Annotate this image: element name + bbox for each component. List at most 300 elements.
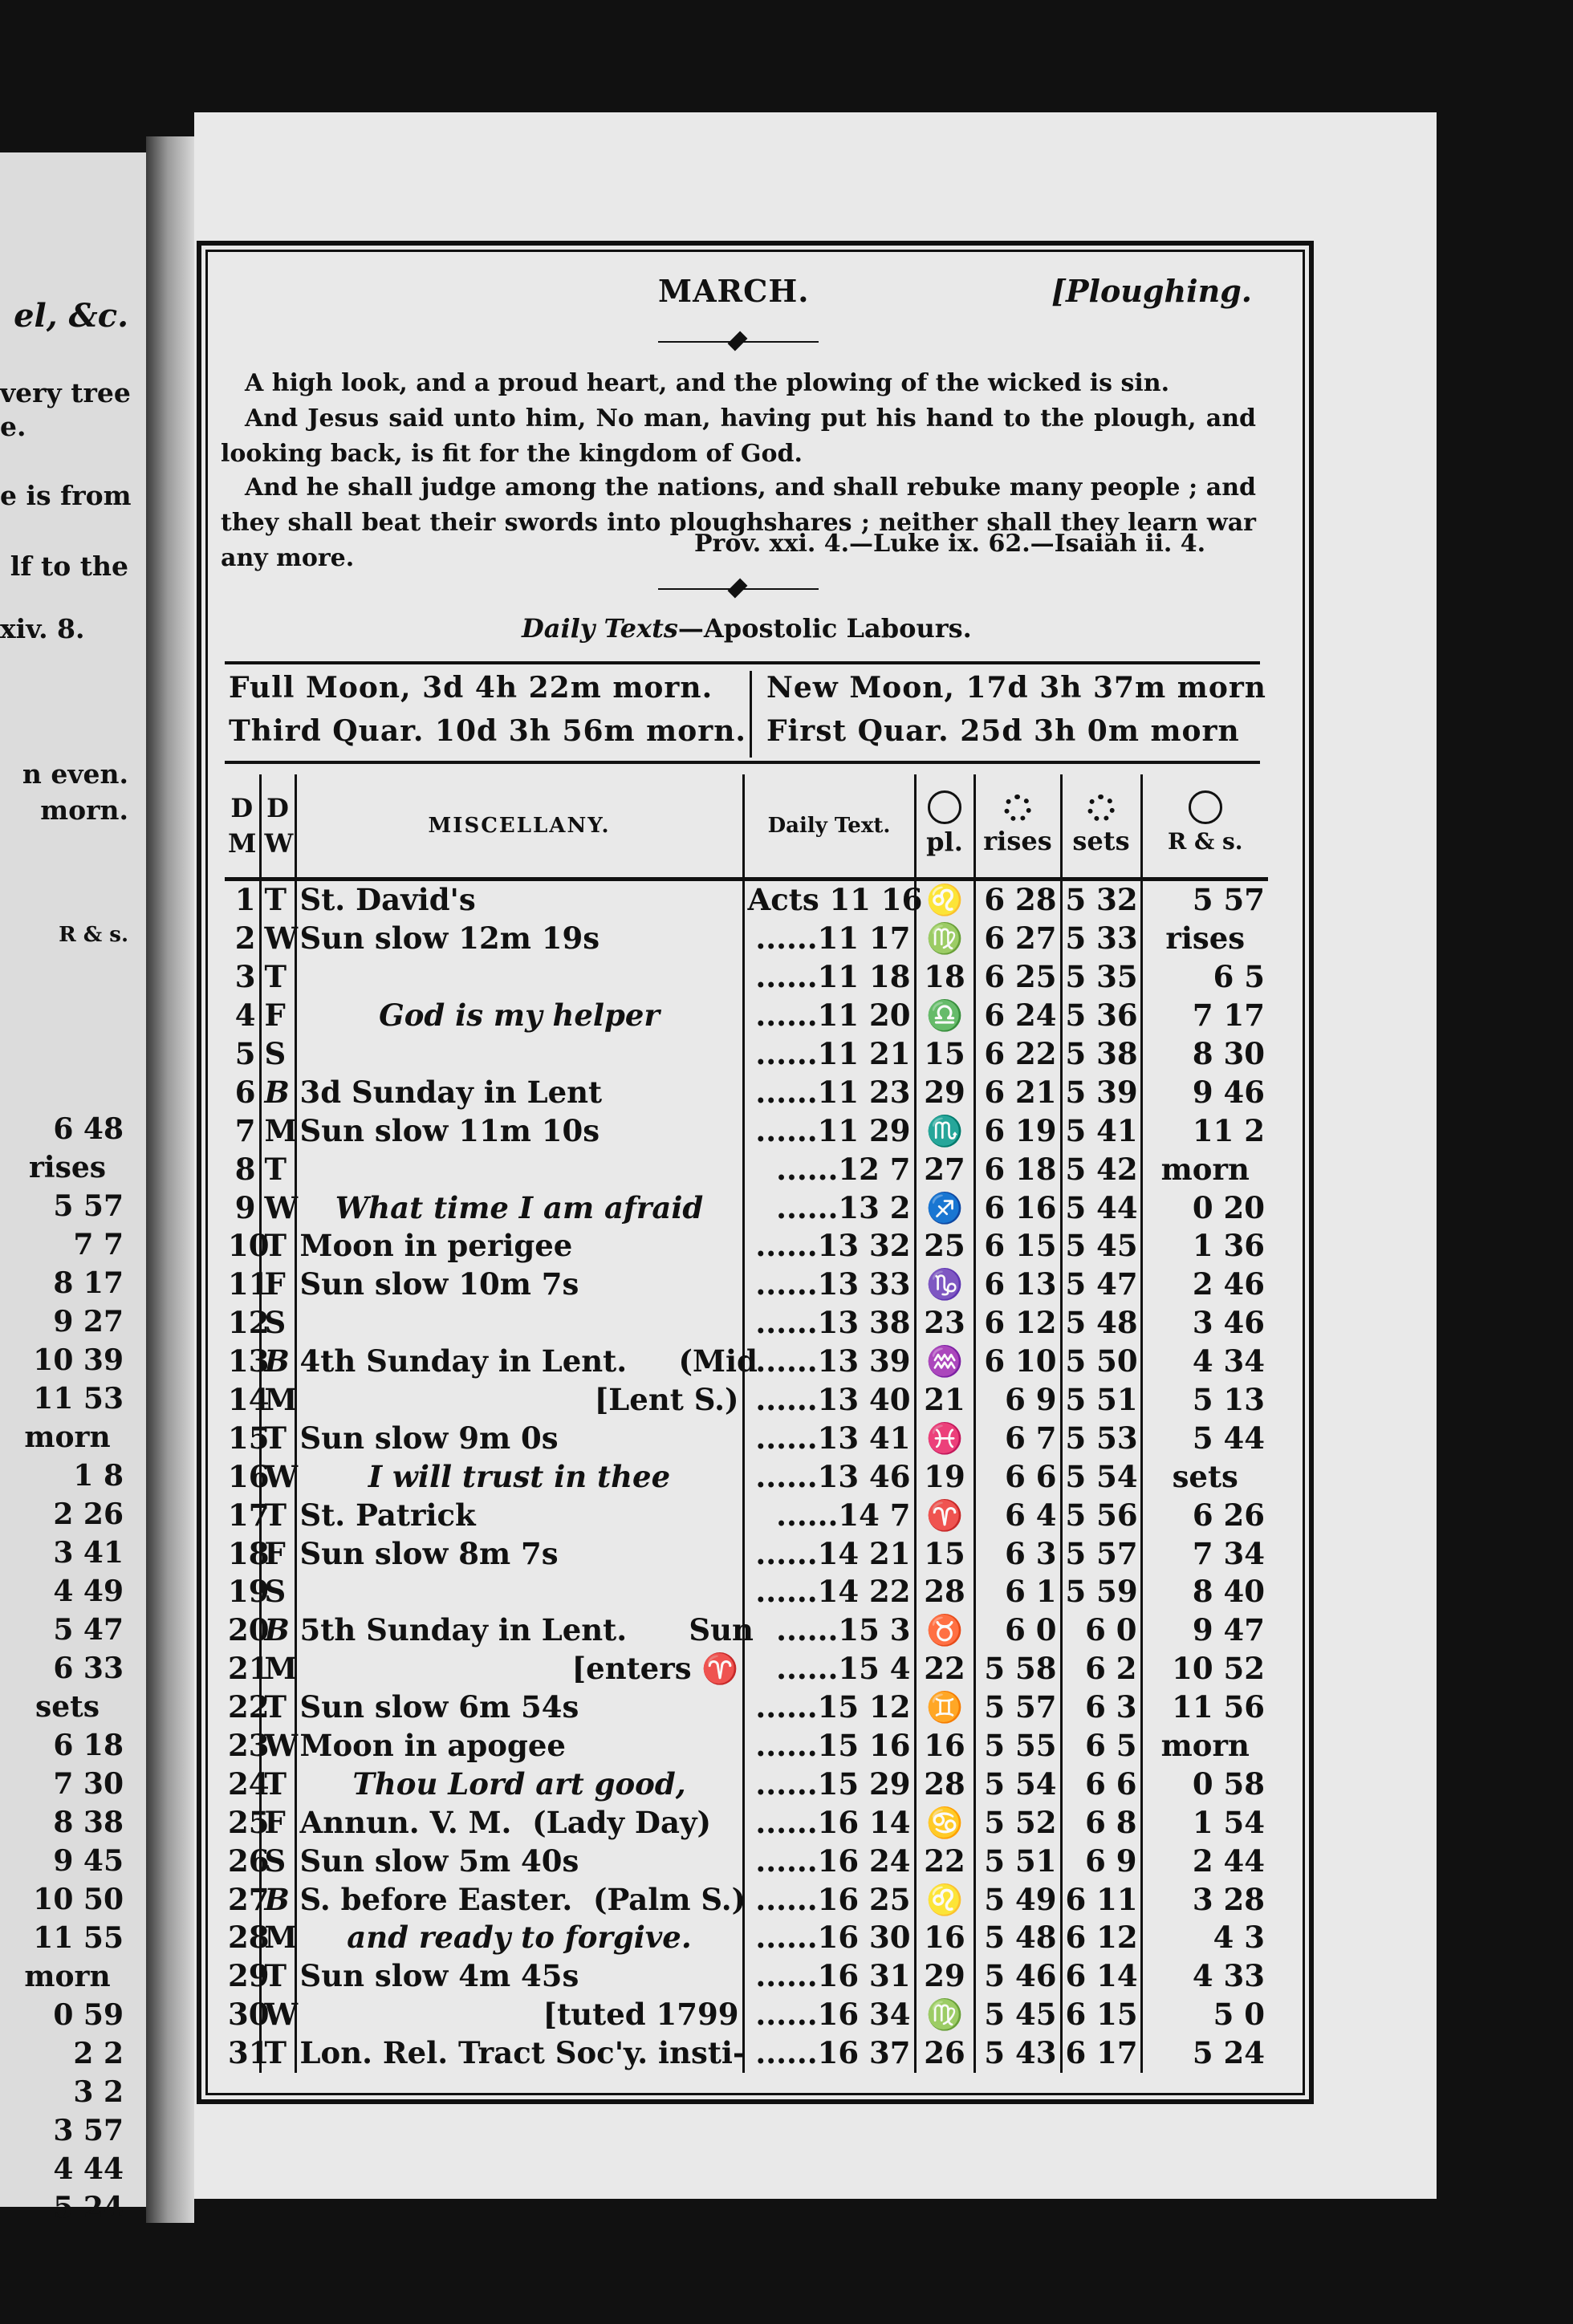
miscellany: Sun slow 5m 40s	[295, 1842, 743, 1880]
sun-sets: 5 54	[1061, 1457, 1141, 1496]
day-of-week: T	[260, 1496, 295, 1534]
sun-sets: 5 39	[1061, 1073, 1141, 1111]
day-of-month: 4	[234, 997, 256, 1034]
moon-rises-sets: 0 20	[1141, 1188, 1268, 1227]
daily-text: ......15 29	[743, 1765, 915, 1803]
moon-rises-sets: 7 17	[1141, 997, 1268, 1035]
left-page-value: 8 17	[53, 1266, 124, 1300]
day-of-week: W	[260, 1457, 295, 1496]
left-page-value: 6 48	[53, 1112, 124, 1146]
day-of-month: 10	[228, 1228, 270, 1264]
sun-rises: 5 43	[974, 2034, 1061, 2073]
day-of-week: W	[260, 1996, 295, 2034]
sun-sets: 5 50	[1061, 1343, 1141, 1381]
sun-rises: 6 24	[974, 997, 1061, 1035]
day-of-week: F	[260, 1534, 295, 1573]
moon-rises-sets: 1 54	[1141, 1803, 1268, 1842]
left-page-line: morn.	[40, 794, 128, 826]
day-of-month: 9	[234, 1189, 256, 1225]
left-page-value: 4 44	[53, 2152, 124, 2186]
daily-text: ......15 4	[743, 1650, 915, 1688]
sun-rises: 6 13	[974, 1266, 1061, 1304]
left-page-value: sets	[35, 1690, 100, 1724]
header-rises: rises	[983, 826, 1052, 856]
sun-sets: 5 35	[1061, 958, 1141, 997]
miscellany: and ready to forgive.	[295, 1919, 743, 1957]
table-row	[225, 1304, 1268, 1343]
day-of-month: 3	[234, 959, 256, 995]
header-rs: R & s.	[1167, 827, 1243, 855]
moon-place: ♑	[915, 1266, 974, 1304]
moon-rises-sets: rises	[1141, 920, 1268, 958]
table-row	[225, 1188, 1268, 1227]
sun-sets: 6 6	[1061, 1765, 1141, 1803]
sun-sets: 5 48	[1061, 1304, 1141, 1343]
daily-text: ......14 21	[743, 1534, 915, 1573]
sun-icon	[1004, 794, 1031, 822]
verse-3: And he shall judge among the nations, and shall rebuke many people ; and they shall beat their swords into ploughshares ; neither shall they learn war any more.	[221, 473, 1256, 572]
moon-place: 23	[915, 1304, 974, 1343]
miscellany: [tuted 1799	[295, 1996, 743, 2034]
miscellany: Sun slow 10m 7s	[295, 1266, 743, 1304]
miscellany	[295, 1573, 743, 1611]
moon-place: ♐	[915, 1188, 974, 1227]
miscellany: [enters ♈	[295, 1650, 743, 1688]
moon-place: 16	[915, 1919, 974, 1957]
daily-texts-italic: Daily Texts	[522, 613, 678, 644]
table-row	[225, 1496, 1268, 1534]
table-row	[225, 880, 1268, 920]
sun-sets: 5 44	[1061, 1188, 1141, 1227]
left-page-value: 11 53	[33, 1382, 124, 1416]
moon-place: 27	[915, 1150, 974, 1188]
ornament-divider	[658, 337, 819, 347]
moon-rises-sets: 6 26	[1141, 1496, 1268, 1534]
left-page-line: R & s.	[59, 923, 128, 947]
day-of-week: F	[260, 1266, 295, 1304]
left-page-value: 4 49	[53, 1574, 124, 1608]
sun-rises: 5 45	[974, 1996, 1061, 2034]
left-page-value: 5 57	[53, 1189, 124, 1223]
table-row	[225, 2034, 1268, 2073]
table-row	[225, 1534, 1268, 1573]
daily-text: ......11 18	[743, 958, 915, 997]
day-of-week: F	[260, 1803, 295, 1842]
day-of-month: 26	[228, 1843, 270, 1879]
table-row	[225, 1919, 1268, 1957]
daily-text: ......13 41	[743, 1419, 915, 1457]
day-of-week: T	[260, 1419, 295, 1457]
daily-text: ......15 3	[743, 1611, 915, 1650]
day-of-week: W	[260, 920, 295, 958]
moon-rises-sets: 5 13	[1141, 1381, 1268, 1420]
daily-text: ......16 34	[743, 1996, 915, 2034]
table-row	[225, 958, 1268, 997]
daily-text: ......16 14	[743, 1803, 915, 1842]
day-of-week: M	[260, 1919, 295, 1957]
sun-sets: 6 14	[1061, 1957, 1141, 1996]
sun-sets: 6 0	[1061, 1611, 1141, 1650]
miscellany: 3d Sunday in Lent	[295, 1073, 743, 1111]
left-page-value: 7 30	[53, 1767, 124, 1801]
book-gutter	[146, 136, 194, 2223]
sun-sets: 6 5	[1061, 1727, 1141, 1765]
day-of-month: 13	[228, 1343, 270, 1379]
day-of-week: T	[260, 1688, 295, 1727]
daily-text: ......13 40	[743, 1381, 915, 1420]
daily-text: ......14 7	[743, 1496, 915, 1534]
miscellany: Thou Lord art good,	[295, 1765, 743, 1803]
left-page-value: 0 59	[53, 1998, 124, 2032]
left-page-value: 1 8	[73, 1459, 124, 1493]
daily-text: ......11 29	[743, 1111, 915, 1150]
day-of-month: 11	[228, 1266, 270, 1302]
header-sets: sets	[1072, 826, 1130, 856]
moon-rises-sets: 10 52	[1141, 1650, 1268, 1688]
moon-place: ♎	[915, 997, 974, 1035]
sun-rises: 6 3	[974, 1534, 1061, 1573]
moon-rises-sets: 3 46	[1141, 1304, 1268, 1343]
table-row	[225, 1996, 1268, 2034]
miscellany: S. before Easter. (Palm S.)	[295, 1880, 743, 1919]
sun-rises: 6 21	[974, 1073, 1061, 1111]
moon-place: ♍	[915, 1996, 974, 2034]
table-row	[225, 1266, 1268, 1304]
header-moon-rs	[1141, 774, 1268, 880]
left-page-value: 11 55	[33, 1921, 124, 1955]
table-row	[225, 1419, 1268, 1457]
day-of-week: W	[260, 1188, 295, 1227]
day-of-week: S	[260, 1304, 295, 1343]
sun-rises: 6 25	[974, 958, 1061, 997]
sun-rises: 6 16	[974, 1188, 1061, 1227]
sun-sets: 6 15	[1061, 1996, 1141, 2034]
miscellany: Moon in apogee	[295, 1727, 743, 1765]
moon-rises-sets: 7 34	[1141, 1534, 1268, 1573]
moon-place: ♌	[915, 880, 974, 920]
left-page-value: 5 24	[53, 2191, 124, 2224]
sun-rises: 5 55	[974, 1727, 1061, 1765]
sun-rises: 6 19	[974, 1111, 1061, 1150]
sun-rises: 6 12	[974, 1304, 1061, 1343]
day-of-month: 25	[228, 1804, 270, 1840]
moon-rises-sets: 4 3	[1141, 1919, 1268, 1957]
left-page-value: 3 2	[73, 2075, 124, 2109]
day-of-month: 20	[228, 1612, 270, 1648]
moon-rises-sets: 8 30	[1141, 1035, 1268, 1074]
sun-sets: 5 41	[1061, 1111, 1141, 1150]
left-page-value: 3 41	[53, 1536, 124, 1570]
daily-text: ......12 7	[743, 1150, 915, 1188]
daily-text: ......13 46	[743, 1457, 915, 1496]
moon-place: 21	[915, 1381, 974, 1420]
calendar-table	[225, 774, 1268, 2073]
table-row	[225, 1765, 1268, 1803]
miscellany: Sun slow 6m 54s	[295, 1688, 743, 1727]
table-row	[225, 1688, 1268, 1727]
moon-place: 15	[915, 1035, 974, 1074]
sun-rises: 5 51	[974, 1842, 1061, 1880]
moon-rises-sets: 1 36	[1141, 1227, 1268, 1266]
day-of-month: 28	[228, 1920, 270, 1956]
moon-place: 15	[915, 1534, 974, 1573]
sun-rises: 6 27	[974, 920, 1061, 958]
left-page-value: 2 26	[53, 1497, 124, 1531]
moon-place: 18	[915, 958, 974, 997]
sun-rises: 5 46	[974, 1957, 1061, 1996]
sun-rises: 5 52	[974, 1803, 1061, 1842]
miscellany: Annun. V. M. (Lady Day)	[295, 1803, 743, 1842]
day-of-week: S	[260, 1035, 295, 1074]
moon-rises-sets: 5 44	[1141, 1419, 1268, 1457]
day-of-week: W	[260, 1727, 295, 1765]
table-row	[225, 1573, 1268, 1611]
miscellany: Sun slow 9m 0s	[295, 1419, 743, 1457]
miscellany: I will trust in thee	[295, 1457, 743, 1496]
moon-rises-sets: 3 28	[1141, 1880, 1268, 1919]
miscellany: 4th Sunday in Lent. (Mid	[295, 1343, 743, 1381]
moon-rises-sets: 5 24	[1141, 2034, 1268, 2073]
sun-rises: 6 28	[974, 880, 1061, 920]
day-of-week: T	[260, 958, 295, 997]
daily-text: ......15 12	[743, 1688, 915, 1727]
day-of-month: 21	[228, 1651, 270, 1687]
miscellany: St. Patrick	[295, 1496, 743, 1534]
left-page-value: 2 2	[73, 2037, 124, 2070]
daily-text: ......13 38	[743, 1304, 915, 1343]
daily-text: ......14 22	[743, 1573, 915, 1611]
day-of-week: T	[260, 2034, 295, 2073]
moon-place: ♋	[915, 1803, 974, 1842]
moon-rises-sets: 9 47	[1141, 1611, 1268, 1650]
day-of-week: B	[260, 1611, 295, 1650]
daily-text: ......13 39	[743, 1343, 915, 1381]
daily-texts-heading	[522, 613, 972, 644]
day-of-week: B	[260, 1343, 295, 1381]
miscellany: Sun slow 11m 10s	[295, 1111, 743, 1150]
day-of-month: 16	[228, 1458, 270, 1494]
sun-sets: 5 45	[1061, 1227, 1141, 1266]
left-page-value: 3 57	[53, 2114, 124, 2147]
left-page-line: very tree	[0, 377, 131, 408]
table-row	[225, 1150, 1268, 1188]
moon-place: ♊	[915, 1688, 974, 1727]
sun-sets: 5 56	[1061, 1496, 1141, 1534]
daily-text: ......11 17	[743, 920, 915, 958]
moon-rises-sets: 2 46	[1141, 1266, 1268, 1304]
left-page-value: 8 38	[53, 1806, 124, 1839]
moon-rises-sets: morn	[1141, 1150, 1268, 1188]
daily-text: ......16 31	[743, 1957, 915, 1996]
table-header-row	[225, 774, 1268, 880]
day-of-month: 14	[228, 1382, 270, 1418]
header-daily-text: Daily Text.	[743, 774, 915, 880]
daily-text: ......13 32	[743, 1227, 915, 1266]
miscellany: [Lent S.)	[295, 1381, 743, 1420]
miscellany: Moon in perigee	[295, 1227, 743, 1266]
table-row	[225, 1650, 1268, 1688]
day-of-month: 7	[234, 1112, 256, 1148]
miscellany: Sun slow 12m 19s	[295, 920, 743, 958]
miscellany: Sun slow 4m 45s	[295, 1957, 743, 1996]
left-page-fragment	[0, 152, 146, 2224]
moon-place: 22	[915, 1650, 974, 1688]
miscellany: 5th Sunday in Lent. Sun	[295, 1611, 743, 1650]
day-of-week: T	[260, 1765, 295, 1803]
daily-text: ......16 24	[743, 1842, 915, 1880]
table-row	[225, 1035, 1268, 1074]
table-row	[225, 997, 1268, 1035]
day-of-month: 5	[234, 1036, 256, 1071]
day-of-month: 17	[228, 1497, 270, 1533]
sun-sets: 5 33	[1061, 920, 1141, 958]
table-row	[225, 1111, 1268, 1150]
table-row	[225, 1073, 1268, 1111]
left-page-value: morn	[24, 1960, 111, 1993]
day-of-month: 1	[234, 882, 256, 918]
moon-place: ♉	[915, 1611, 974, 1650]
moon-rises-sets: 8 40	[1141, 1573, 1268, 1611]
day-of-week: S	[260, 1842, 295, 1880]
moon-rises-sets: 0 58	[1141, 1765, 1268, 1803]
daily-text: ......13 33	[743, 1266, 915, 1304]
sun-sets: 5 53	[1061, 1419, 1141, 1457]
daily-text: ......11 21	[743, 1035, 915, 1074]
daily-text: ......16 25	[743, 1880, 915, 1919]
left-page-line: el, &c.	[14, 297, 128, 335]
daily-text: Acts 11 16	[743, 880, 915, 920]
table-row	[225, 1227, 1268, 1266]
verse-references: Prov. xxi. 4.—Luke ix. 62.—Isaiah ii. 4.	[694, 530, 1206, 558]
left-page-value: 6 33	[53, 1652, 124, 1685]
left-page-value: 9 45	[53, 1844, 124, 1878]
table-row	[225, 1842, 1268, 1880]
day-of-month: 12	[228, 1305, 270, 1341]
moon-place: 26	[915, 2034, 974, 2073]
day-of-month: 24	[228, 1765, 270, 1802]
sun-sets: 6 2	[1061, 1650, 1141, 1688]
day-of-week: T	[260, 1150, 295, 1188]
table-row	[225, 1803, 1268, 1842]
moon-rises-sets: 4 33	[1141, 1957, 1268, 1996]
day-of-month: 18	[228, 1535, 270, 1571]
day-of-month: 27	[228, 1881, 270, 1917]
day-of-month: 23	[228, 1728, 270, 1764]
day-of-week: M	[260, 1381, 295, 1420]
moon-rises-sets: 9 46	[1141, 1073, 1268, 1111]
sun-rises: 5 48	[974, 1919, 1061, 1957]
sun-rises: 6 6	[974, 1457, 1061, 1496]
moon-face-icon	[928, 790, 961, 824]
sun-sets: 5 42	[1061, 1150, 1141, 1188]
sun-sets: 5 51	[1061, 1381, 1141, 1420]
day-of-week: B	[260, 1073, 295, 1111]
miscellany	[295, 1035, 743, 1074]
sun-sets: 5 36	[1061, 997, 1141, 1035]
miscellany: St. David's	[295, 880, 743, 920]
moon-place: 28	[915, 1573, 974, 1611]
rule	[225, 761, 1260, 764]
day-of-week: F	[260, 997, 295, 1035]
left-page-line: e is from	[0, 480, 132, 511]
miscellany	[295, 1304, 743, 1343]
moon-rises-sets: 11 2	[1141, 1111, 1268, 1150]
left-page-value: 7 7	[73, 1228, 124, 1262]
day-of-week: T	[260, 1227, 295, 1266]
daily-text: ......13 2	[743, 1188, 915, 1227]
sun-sets: 6 11	[1061, 1880, 1141, 1919]
moon-rises-sets: sets	[1141, 1457, 1268, 1496]
header-sun-rises	[974, 774, 1061, 880]
verse-1: A high look, and a proud heart, and the plowing of the wicked is sin.	[245, 369, 1170, 397]
moon-place: ♏	[915, 1111, 974, 1150]
sun-rises: 6 9	[974, 1381, 1061, 1420]
table-row	[225, 1957, 1268, 1996]
sun-sets: 5 32	[1061, 880, 1141, 920]
phase-divider	[750, 671, 752, 758]
third-quarter: Third Quar. 10d 3h 56m morn.	[229, 714, 746, 748]
sun-sets: 6 9	[1061, 1842, 1141, 1880]
sun-sets: 5 38	[1061, 1035, 1141, 1074]
left-page-value: 9 27	[53, 1305, 124, 1339]
moon-place: 19	[915, 1457, 974, 1496]
day-of-week: T	[260, 880, 295, 920]
rule	[225, 661, 1260, 664]
moon-place: 29	[915, 1073, 974, 1111]
moon-rises-sets: 5 57	[1141, 880, 1268, 920]
miscellany: Sun slow 8m 7s	[295, 1534, 743, 1573]
moon-face-icon	[1189, 790, 1222, 824]
day-of-month: 15	[228, 1420, 270, 1456]
moon-rises-sets: 6 5	[1141, 958, 1268, 997]
day-of-week: T	[260, 1957, 295, 1996]
moon-rises-sets: morn	[1141, 1727, 1268, 1765]
daily-text: ......16 30	[743, 1919, 915, 1957]
moon-rises-sets: 11 56	[1141, 1688, 1268, 1727]
left-page-value: 10 50	[33, 1883, 124, 1916]
sun-rises: 6 7	[974, 1419, 1061, 1457]
table-row	[225, 1457, 1268, 1496]
day-of-month: 6	[234, 1074, 256, 1110]
miscellany	[295, 958, 743, 997]
left-page-value: 10 39	[33, 1343, 124, 1377]
first-quarter: First Quar. 25d 3h 0m morn	[766, 714, 1240, 748]
moon-rises-sets: 5 0	[1141, 1996, 1268, 2034]
left-page-value: 5 47	[53, 1613, 124, 1647]
moon-place: ♒	[915, 1343, 974, 1381]
sun-icon	[1087, 794, 1115, 822]
table-row	[225, 1611, 1268, 1650]
day-of-month: 29	[228, 1958, 270, 1994]
day-of-week: M	[260, 1650, 295, 1688]
miscellany	[295, 1150, 743, 1188]
table-row	[225, 1343, 1268, 1381]
sun-rises: 5 54	[974, 1765, 1061, 1803]
day-of-month: 30	[228, 1997, 270, 2033]
header-sun-sets	[1061, 774, 1141, 880]
day-of-week: S	[260, 1573, 295, 1611]
day-of-week: M	[260, 1111, 295, 1150]
verse-2: And Jesus said unto him, No man, having put his hand to the plough, and looking back, is fit for the kingdom of God.	[221, 404, 1256, 468]
header-dw: D W	[260, 774, 295, 880]
moon-place: 22	[915, 1842, 974, 1880]
moon-place: ♍	[915, 920, 974, 958]
day-of-week: B	[260, 1880, 295, 1919]
moon-place: 28	[915, 1765, 974, 1803]
day-of-month: 19	[228, 1574, 270, 1610]
sun-sets: 5 47	[1061, 1266, 1141, 1304]
season-label: [Ploughing.	[1051, 273, 1252, 309]
